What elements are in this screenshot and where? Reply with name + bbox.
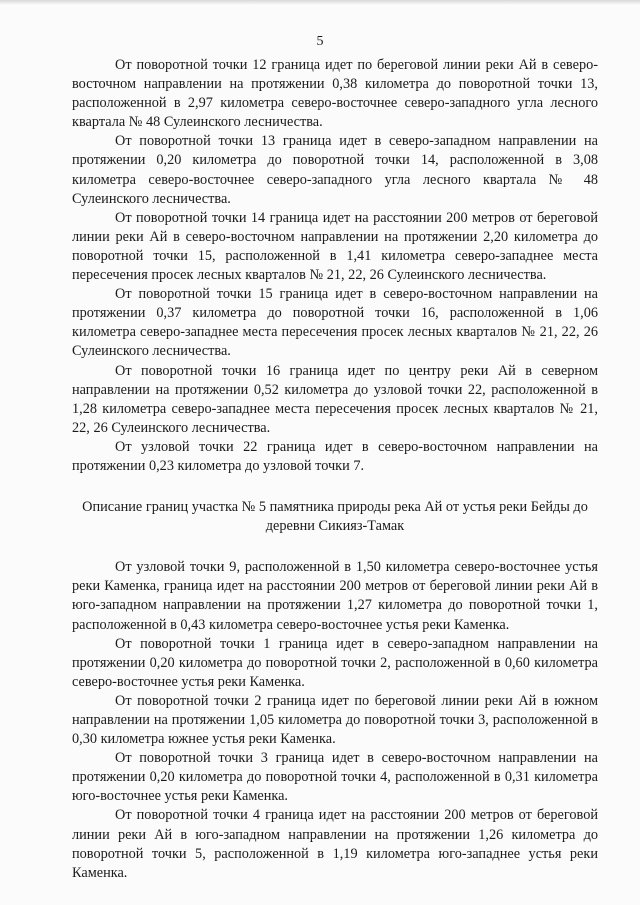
paragraph: От поворотной точки 12 граница идет по береговой линии реки Ай в северо-восточном направлении на протяжении 0,38 километра до поворотной точки 13, расположенной в 2,97 километра северо-восточнее северо-западного угла лесного квартала № 48 Сулеинского лесничества. — [72, 57, 598, 131]
paragraph: От узловой точки 9, расположенной в 1,50 километра северо-восточнее устья реки Каменка, граница идет на расстоянии 200 метров от береговой линии реки Ай в юго-западном направлении на протяжении 1,27 километра до поворотной точки 1, расположенной в 0,43 километра северо-восточнее устья реки Каменка. — [72, 559, 598, 633]
document-body — [72, 56, 598, 883]
paragraph: От поворотной точки 1 граница идет в северо-западном направлении на протяжении 0,20 километра до поворотной точки 2, расположенной в 0,60 километра северо-восточнее устья реки Каменка. — [72, 635, 598, 690]
paragraph: От узловой точки 22 граница идет в северо-восточном направлении на протяжении 0,23 километра до узловой точки 7. — [72, 438, 598, 474]
paragraph: От поворотной точки 16 граница идет по центру реки Ай в северном направлении на протяжении 0,52 километра до узловой точки 22, расположенной в 1,28 километра северо-западнее места пересечения просек лесных кварталов № 21, 22, 26 Сулеинского лесничества. — [72, 362, 598, 436]
paragraph: От поворотной точки 3 граница идет в северо-восточном направлении на протяжении 0,20 километра до поворотной точки 4, расположенной в 0,31 километра юго-восточнее устья реки Каменка. — [72, 750, 598, 805]
paragraph: От поворотной точки 2 граница идет по береговой линии реки Ай в южном направлении на протяжении 1,05 километра до поворотной точки 3, расположенной в 0,30 километра южнее устья реки Каменка. — [72, 692, 598, 748]
paragraph: От поворотной точки 4 граница идет на расстоянии 200 метров от береговой линии реки Ай в юго-западном направлении на протяжении 1,26 километра до поворотной точки 5, расположенной в 1,19 километра юго-западнее устья реки Каменка. — [72, 807, 598, 881]
scan-edge-shadow — [0, 0, 640, 5]
section-heading: Описание границ участка № 5 памятника природы река Ай от устья реки Бейды до деревни Сикияз-Тамак — [82, 499, 588, 535]
paragraph: От поворотной точки 14 граница идет на расстоянии 200 метров от береговой линии реки Ай в северо-восточном направлении на протяжении 2,20 километра до поворотной точки 15, расположенной в 1,41 километра северо-западнее места пересечения просек лесных кварталов № 21, 22, 26 Сулеинского лесничества. — [72, 209, 598, 284]
paragraph: От поворотной точки 15 граница идет в северо-восточном направлении на протяжении 0,37 километра до поворотной точки 16, расположенной в 1,06 километра северо-западнее места пересечения просек лесных кварталов № 21, 22, 26 Сулеинского лесничества. — [72, 286, 598, 360]
paragraph: От поворотной точки 13 граница идет в северо-западном направлении на протяжении 0,20 километра до поворотной точки 14, расположенной в 3,08 километра северо-восточнее северо-западного угла лесного квартала № 48 Сулеинского лесничества. — [72, 133, 598, 207]
page-number: 5 — [316, 34, 324, 49]
